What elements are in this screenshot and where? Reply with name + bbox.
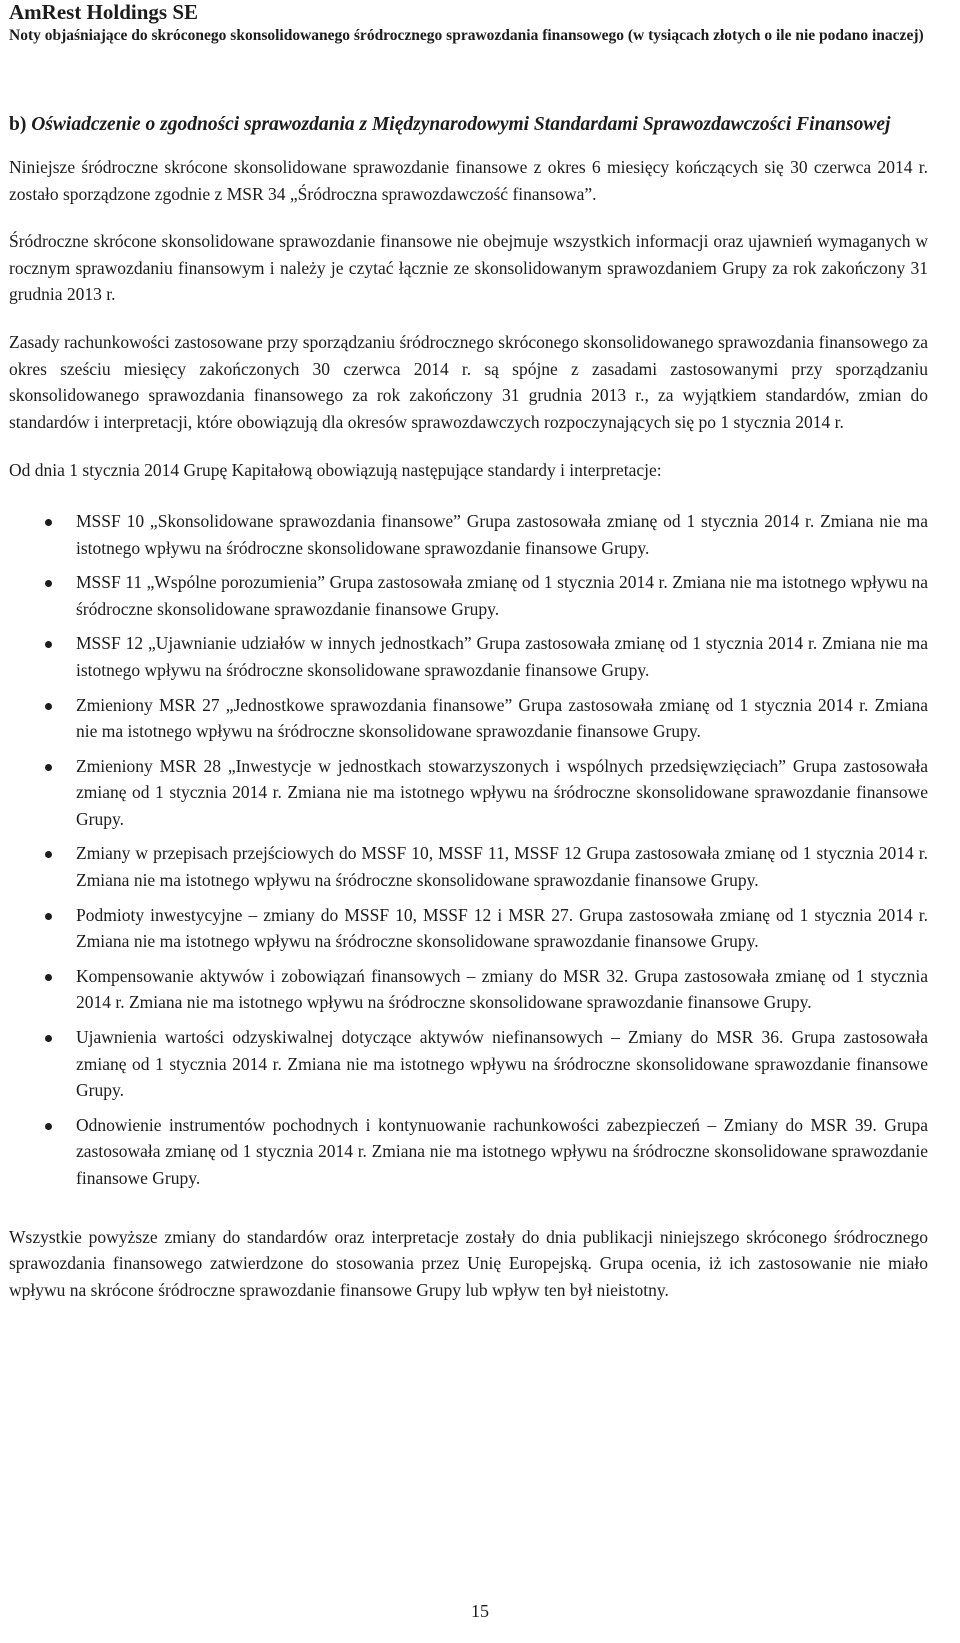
paragraph-accounting-policies: Zasady rachunkowości zastosowane przy sporządzaniu śródrocznego skróconego skonsolidowanego sprawozdania finansowego za okres sześciu miesięcy zakończonych 30 czerwca 2014 r. są spójne z zasadami zastosowanymi przy sporządzaniu skonsolidowanego sprawozdania finansowego za rok zakończony 31 grudnia 2013 r., za wyjątkiem standardów, zmian do standardów i interpretacji, które obowiązują dla okresów sprawozdawczych rozpoczynających się po 1 stycznia 2014 r. [9,331,928,432]
bullet-icon [45,519,52,526]
bullet-icon [45,913,52,920]
list-item-text: MSSF 11 „Wspólne porozumienia” Grupa zastosowała zmianę od 1 stycznia 2014 r. Zmiana nie ma istotnego wpływu na śródroczne skonsolidowane sprawozdanie finansowe Grupy. [76,572,928,619]
list-item-text: Ujawnienia wartości odzyskiwalnej dotyczące aktywów niefinansowych – Zmiany do MSR 36. Grupa zastosowała zmianę od 1 stycznia 2014 r. Zmiana nie ma istotnego wpływu na śródroczne skonsolidowane sprawozdanie finansowe Grupy. [76,1027,928,1101]
bullet-icon [45,974,52,981]
list-item-text: MSSF 12 „Ujawnianie udziałów w innych jednostkach” Grupa zastosowała zmianę od 1 stycznia 2014 r. Zmiana nie ma istotnego wpływu na śródroczne skonsolidowane sprawozdanie finansowe Grupy. [76,633,928,680]
list-item [9,692,928,745]
bullet-icon [45,764,52,771]
list-item [9,753,928,833]
list-item-text: Zmieniony MSR 27 „Jednostkowe sprawozdania finansowe” Grupa zastosowała zmianę od 1 stycznia 2014 r. Zmiana nie ma istotnego wpływu na śródroczne skonsolidowane sprawozdanie finansowe Grupy. [76,694,928,742]
standards-list [9,508,928,1192]
page-number: 15 [471,1601,489,1621]
list-item [9,840,928,893]
section-heading [9,111,928,139]
list-item [9,963,928,1016]
bullet-icon [45,1123,52,1130]
paragraph-eu-endorsement: Wszystkie powyższe zmiany do standardów oraz interpretacje zostały do dnia publikacji niniejszego skróconego śródrocznego sprawozdania finansowego zatwierdzone do stosowania przez Unię Europejską. Grupa ocenia, iż ich zastosowanie nie miało wpływu na skrócone śródroczne sprawozdanie finansowe Grupy lub wpływ ten był nieistotny. [9,1226,928,1300]
bullet-icon [45,703,52,710]
list-item-text: MSSF 10 „Skonsolidowane sprawozdania finansowe” Grupa zastosowała zmianę od 1 stycznia 2014 r. Zmiana nie ma istotnego wpływu na śródroczne skonsolidowane sprawozdanie finansowe Grupy. [76,510,928,558]
list-item-text: Odnowienie instrumentów pochodnych i kontynuowanie rachunkowości zabezpieczeń – Zmiany do MSR 39. Grupa zastosowała zmianę od 1 stycznia 2014 r. Zmiana nie ma istotnego wpływu na śródroczne skonsolidowane sprawozdanie finansowe Grupy. [76,1114,928,1188]
section-title: Oświadczenie o zgodności sprawozdania z Międzynarodowymi Standardami Sprawozdawczości Finansowej [31,114,891,135]
list-item [9,569,928,622]
header-note: Noty objaśniające do skróconego skonsolidowanego śródrocznego sprawozdania finansowego (w tysiącach złotych o ile nie podano inaczej) [9,27,924,44]
list-item [9,902,928,955]
list-item [9,1112,928,1192]
list-item [9,630,928,683]
list-item [9,1024,928,1104]
bullet-icon [45,851,52,858]
paragraph-scope: Śródroczne skrócone skonsolidowane sprawozdanie finansowe nie obejmuje wszystkich informacji oraz ujawnień wymaganych w rocznym sprawozdaniu finansowym i należy je czytać łącznie ze skonsolidowanym sprawozdaniem Grupy za rok zakończony 31 grudnia 2013 r. [9,231,928,305]
bullet-icon [45,1035,52,1042]
bullet-icon [45,580,52,587]
list-item-text: Kompensowanie aktywów i zobowiązań finansowych – zmiany do MSR 32. Grupa zastosowała zmianę od 1 stycznia 2014 r. Zmiana nie ma istotnego wpływu na śródroczne skonsolidowane sprawozdanie finansowe Grupy. [76,965,928,1013]
section-label: b) [9,114,27,135]
company-name: AmRest Holdings SE [9,0,199,24]
list-item-text: Zmieniony MSR 28 „Inwestycje w jednostkach stowarzyszonych i wspólnych przedsięwzięciach” Grupa zastosowała zmianę od 1 stycznia 2014 r. Zmiana nie ma istotnego wpływu na śródroczne skonsolidowane sprawozdanie finansowe Grupy. [76,755,928,829]
paragraph-compliance: Niniejsze śródroczne skrócone skonsolidowane sprawozdanie finansowe z okres 6 miesięcy kończących się 30 czerwca 2014 r. zostało sporządzone zgodnie z MSR 34 „Śródroczna sprawozdawczość finansowa”. [9,157,928,204]
bullet-icon [45,641,52,648]
list-item-text: Zmiany w przepisach przejściowych do MSSF 10, MSSF 11, MSSF 12 Grupa zastosowała zmianę od 1 stycznia 2014 r. Zmiana nie ma istotnego wpływu na śródroczne skonsolidowane sprawozdanie finansowe Grupy. [76,843,928,891]
list-item [9,508,928,561]
paragraph-standards-intro: Od dnia 1 stycznia 2014 Grupę Kapitałową obowiązują następujące standardy i interpretacje: [9,460,662,481]
list-item-text: Podmioty inwestycyjne – zmiany do MSSF 10, MSSF 12 i MSR 27. Grupa zastosowała zmianę od 1 stycznia 2014 r. Zmiana nie ma istotnego wpływu na śródroczne skonsolidowane sprawozdanie finansowe Grupy. [76,904,928,952]
